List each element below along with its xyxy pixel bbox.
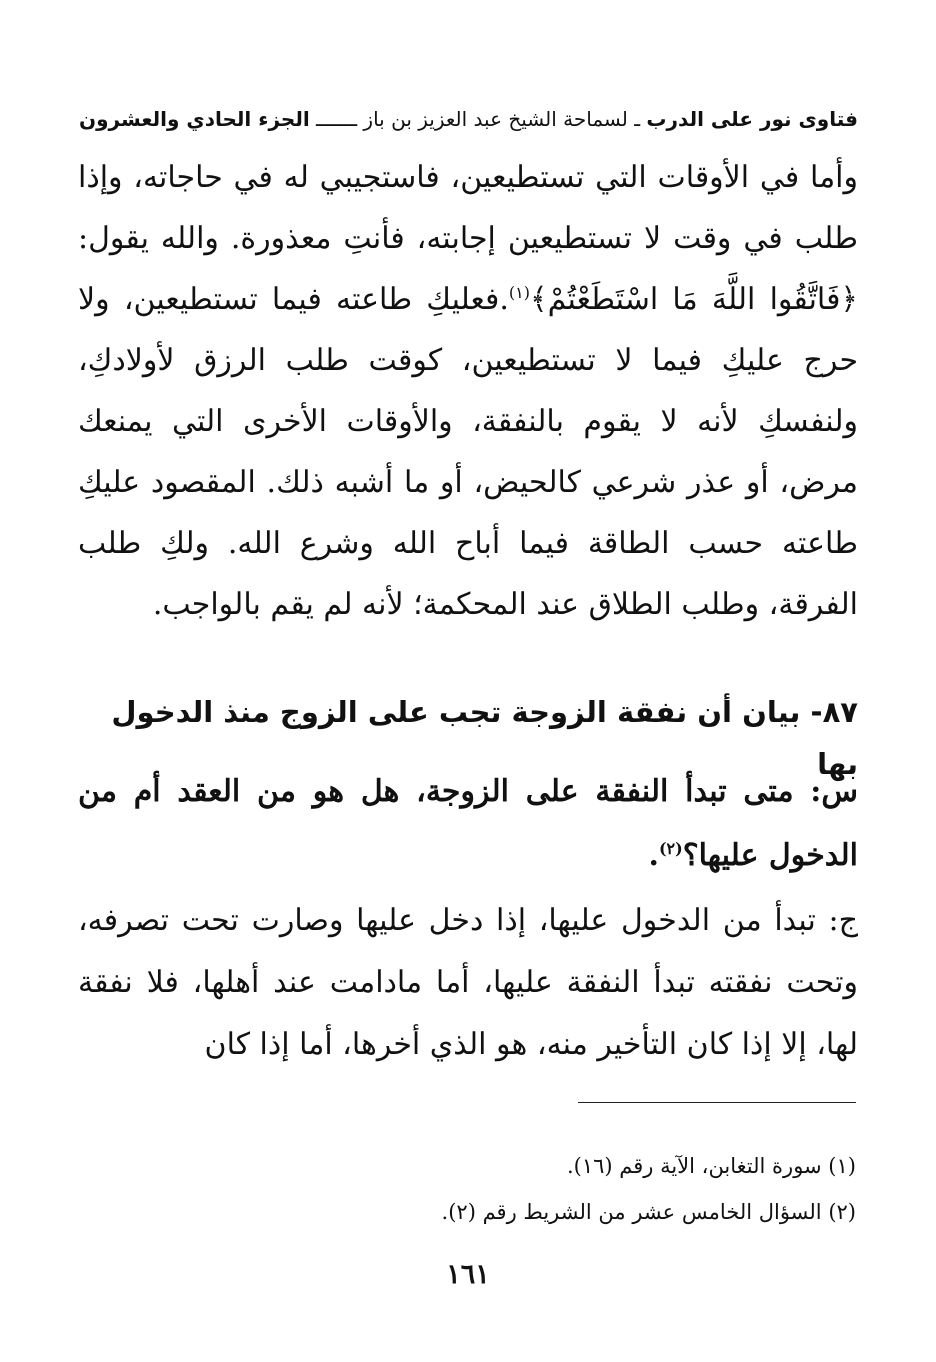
- answer-text: ج: تبدأ من الدخول عليها، إذا دخل عليها وصارت تحت تصرفه، وتحت نفقته تبدأ النفقة عليها، أما مادامت عند أهلها، فلا نفقة لها، إلا إذا كان التأخير منه، هو الذي أخرها، أما إذا كان: [78, 903, 858, 1062]
- question-text: س: متى تبدأ النفقة على الزوجة، هل هو من العقد أم من الدخول عليها؟: [78, 774, 858, 873]
- footnotes: [76, 1143, 856, 1235]
- paragraph-text-b: .فعليكِ طاعته فيما تستطيعين، ولا حرج عليكِ فيما لا تستطيعين، كوقت طلب الرزق لأولادكِ، ولنفسكِ لأنه لا يقوم بالنفقة، والأوقات الأخرى التي يمنعك مرض، أو عذر شرعي كالحيض، أو ما أشبه ذلك. المقصود عليكِ طاعته حسب الطاقة فيما أباح الله وشرع الله. ولكِ طلب الفرقة، وطلب الطلاق عند المحكمة؛ لأنه لم يقم بالواجب.: [78, 282, 858, 622]
- footnote-ref-1: (١): [508, 283, 530, 302]
- author-name: لسماحة الشيخ عبد العزيز بن باز: [363, 107, 628, 131]
- footnote-divider: [578, 1102, 856, 1103]
- volume-label: الجزء الحادي والعشرون: [79, 107, 310, 131]
- running-header: [78, 104, 858, 134]
- footnote-2: (٢) السؤال الخامس عشر من الشريط رقم (٢).: [441, 1200, 856, 1224]
- page-number: ١٦١: [446, 1259, 490, 1290]
- question-end: .: [648, 838, 659, 873]
- section-number: ٨٧-: [810, 695, 858, 729]
- body-paragraph: [78, 147, 858, 635]
- book-title: فتاوى نور على الدرب: [646, 107, 858, 131]
- quran-verse: ﴿فَاتَّقُوا اللَّهَ مَا اسْتَطَعْتُمْ﴾: [530, 282, 858, 317]
- header-separator: ـ: [634, 107, 641, 131]
- header-dash: ـــــــ: [316, 107, 358, 131]
- footnote-ref-2: (٢): [658, 839, 683, 858]
- question-paragraph: [78, 760, 858, 888]
- answer-paragraph: [78, 890, 858, 1076]
- paragraph-text-a: وأما في الأوقات التي تستطيعين، فاستجيبي له في حاجاته، وإذا طلب في وقت لا تستطيعين إجابته، فأنتِ معذورة. والله يقول:: [78, 160, 858, 256]
- section-title: بيان أن نفقة الزوجة تجب على الزوج منذ الدخول بها: [111, 695, 858, 781]
- footnote-1: (١) سورة التغابن، الآية رقم (١٦).: [566, 1154, 856, 1178]
